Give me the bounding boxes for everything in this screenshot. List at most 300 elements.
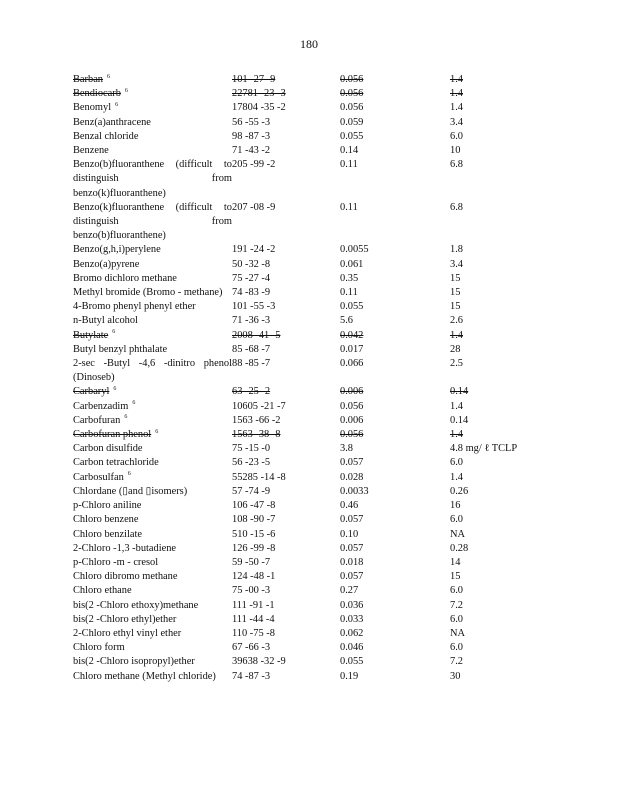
- constituent-name: Carbosulfan: [73, 471, 124, 483]
- wastewater-standard: 0.10: [340, 528, 359, 540]
- wastewater-standard-cell: [340, 357, 450, 371]
- wastewater-standard-cell: [340, 570, 450, 584]
- nonwastewater-standard-cell: [450, 87, 573, 101]
- table-row: [73, 584, 573, 598]
- wastewater-standard-cell: [340, 599, 450, 613]
- cas-number-cell: [232, 286, 340, 300]
- constituent-name-cell: [73, 556, 232, 570]
- cas-number: 111 -91 -1: [232, 599, 275, 611]
- nonwastewater-standard: 7.2: [450, 599, 463, 611]
- nonwastewater-standard: 7.2: [450, 656, 463, 668]
- cas-number-cell: [232, 158, 340, 172]
- wastewater-standard: 0.0033: [340, 485, 369, 497]
- constituent-name: Chloro ethane: [73, 585, 132, 597]
- nonwastewater-standard: 10: [450, 145, 461, 157]
- nonwastewater-standard-cell: [450, 471, 573, 485]
- cas-number: 63 -25 -2: [232, 386, 271, 398]
- wastewater-standard-cell: [340, 641, 450, 655]
- footnote-marker: 6: [113, 386, 117, 392]
- cas-number-cell: [232, 258, 340, 272]
- wastewater-standard-cell: [340, 414, 450, 428]
- cas-number-cell: [232, 243, 340, 257]
- constituent-name-cell: [73, 485, 232, 499]
- wastewater-standard: 0.19: [340, 670, 359, 682]
- constituent-name: Benomyl: [73, 102, 112, 114]
- table-row: [73, 456, 573, 470]
- cas-number-cell: [232, 87, 340, 101]
- wastewater-standard-cell: [340, 201, 450, 215]
- cas-number-cell: [232, 599, 340, 613]
- cas-number: 98 -87 -3: [232, 130, 271, 142]
- cas-number-cell: [232, 385, 340, 399]
- constituent-name: Benzo(b)fluoranthene (difficult to distinguish from benzo(k)fluoranthene): [73, 159, 232, 199]
- cas-number: 10605 -21 -7: [232, 400, 286, 412]
- nonwastewater-standard-cell: [450, 655, 573, 669]
- cas-number-cell: [232, 471, 340, 485]
- constituent-table: [73, 73, 573, 684]
- cas-number: 111 -44 -4: [232, 613, 275, 625]
- cas-number: 126 -99 -8: [232, 542, 276, 554]
- nonwastewater-standard: 28: [450, 343, 461, 355]
- table-row: [73, 513, 573, 527]
- nonwastewater-standard-cell: [450, 329, 573, 343]
- cas-number: 510 -15 -6: [232, 528, 276, 540]
- nonwastewater-standard-cell: [450, 272, 573, 286]
- constituent-name: Benzo(a)pyrene: [73, 258, 140, 270]
- footnote-marker: 6: [132, 400, 136, 407]
- wastewater-standard: 0.055: [340, 656, 364, 668]
- constituent-name-cell: [73, 613, 232, 627]
- wastewater-standard: 0.046: [340, 642, 364, 654]
- constituent-name-cell: [73, 73, 232, 87]
- nonwastewater-standard-cell: [450, 201, 573, 215]
- nonwastewater-standard: 3.4: [450, 116, 463, 128]
- constituent-name-cell: [73, 627, 232, 641]
- nonwastewater-standard: 30: [450, 670, 461, 682]
- table-row: [73, 73, 573, 87]
- cas-number-cell: [232, 314, 340, 328]
- nonwastewater-standard-cell: [450, 243, 573, 257]
- table-row: [73, 130, 573, 144]
- nonwastewater-standard-cell: [450, 130, 573, 144]
- wastewater-standard: 0.35: [340, 272, 359, 284]
- constituent-name-cell: [73, 499, 232, 513]
- constituent-name: Barban: [73, 74, 104, 85]
- nonwastewater-standard-cell: [450, 158, 573, 172]
- wastewater-standard: 0.056: [340, 74, 364, 85]
- constituent-name: 4-Bromo phenyl phenyl ether: [73, 301, 196, 313]
- nonwastewater-standard-cell: [450, 144, 573, 158]
- constituent-name-cell: [73, 442, 232, 456]
- wastewater-standard: 0.46: [340, 500, 359, 512]
- nonwastewater-standard: 0.14: [450, 386, 469, 398]
- nonwastewater-standard: 1.4: [450, 74, 463, 85]
- table-row: [73, 243, 573, 257]
- cas-number: 17804 -35 -2: [232, 102, 286, 114]
- wastewater-standard: 0.056: [340, 429, 364, 441]
- constituent-name: Carbon tetrachloride: [73, 457, 159, 469]
- wastewater-standard: 0.056: [340, 102, 364, 114]
- constituent-name-cell: [73, 471, 232, 485]
- wastewater-standard-cell: [340, 670, 450, 684]
- cas-number-cell: [232, 528, 340, 542]
- constituent-name: Benzo(g,h,i)perylene: [73, 244, 161, 256]
- cas-number: 50 -32 -8: [232, 258, 271, 270]
- cas-number-cell: [232, 414, 340, 428]
- nonwastewater-standard: 16: [450, 500, 461, 512]
- constituent-name: Chloro benzene: [73, 514, 139, 526]
- cas-number-cell: [232, 130, 340, 144]
- cas-number: 108 -90 -7: [232, 514, 276, 526]
- constituent-name: p-Chloro aniline: [73, 500, 142, 512]
- wastewater-standard: 0.055: [340, 301, 364, 313]
- nonwastewater-standard: 15: [450, 571, 461, 583]
- table-row: [73, 655, 573, 669]
- wastewater-standard-cell: [340, 613, 450, 627]
- wastewater-standard-cell: [340, 456, 450, 470]
- nonwastewater-standard-cell: [450, 258, 573, 272]
- wastewater-standard-cell: [340, 513, 450, 527]
- table-row: [73, 627, 573, 641]
- wastewater-standard: 0.055: [340, 130, 364, 142]
- nonwastewater-standard: 1.4: [450, 102, 463, 114]
- nonwastewater-standard: 6.0: [450, 457, 463, 469]
- constituent-name: Carbaryl: [73, 386, 110, 398]
- constituent-name-cell: [73, 243, 232, 257]
- wastewater-standard-cell: [340, 144, 450, 158]
- constituent-name: bis(2 -Chloro ethyl)ether: [73, 613, 177, 625]
- table-row: [73, 286, 573, 300]
- wastewater-standard: 0.056: [340, 400, 364, 412]
- wastewater-standard: 0.033: [340, 613, 364, 625]
- nonwastewater-standard: 3.4: [450, 258, 463, 270]
- constituent-name-cell: [73, 201, 232, 244]
- nonwastewater-standard-cell: [450, 442, 573, 456]
- wastewater-standard-cell: [340, 243, 450, 257]
- cas-number-cell: [232, 542, 340, 556]
- cas-number: 59 -50 -7: [232, 556, 271, 568]
- nonwastewater-standard-cell: [450, 542, 573, 556]
- cas-number-cell: [232, 670, 340, 684]
- wastewater-standard-cell: [340, 101, 450, 115]
- constituent-name-cell: [73, 329, 232, 343]
- cas-number-cell: [232, 613, 340, 627]
- constituent-name: 2-Chloro -1,3 -butadiene: [73, 542, 177, 554]
- nonwastewater-standard: 2.6: [450, 315, 463, 327]
- nonwastewater-standard: 1.4: [450, 429, 463, 441]
- constituent-name: 2-Chloro ethyl vinyl ether: [73, 627, 182, 639]
- table-row: [73, 556, 573, 570]
- cas-number-cell: [232, 428, 340, 442]
- nonwastewater-standard: 2.5: [450, 358, 463, 370]
- constituent-name: n-Butyl alcohol: [73, 315, 138, 327]
- footnote-marker: 6: [112, 329, 116, 336]
- constituent-name-cell: [73, 116, 232, 130]
- wastewater-standard-cell: [340, 528, 450, 542]
- constituent-name-cell: [73, 144, 232, 158]
- cas-number: 67 -66 -3: [232, 642, 271, 654]
- cas-number-cell: [232, 300, 340, 314]
- table-row: [73, 300, 573, 314]
- wastewater-standard: 0.27: [340, 585, 359, 597]
- cas-number: 56 -55 -3: [232, 116, 271, 128]
- wastewater-standard-cell: [340, 314, 450, 328]
- cas-number-cell: [232, 116, 340, 130]
- wastewater-standard-cell: [340, 329, 450, 343]
- cas-number: 88 -85 -7: [232, 358, 271, 370]
- table-row: [73, 329, 573, 343]
- nonwastewater-standard-cell: [450, 485, 573, 499]
- cas-number: 71 -43 -2: [232, 145, 271, 157]
- nonwastewater-standard-cell: [450, 428, 573, 442]
- nonwastewater-standard: 6.8: [450, 159, 463, 171]
- nonwastewater-standard-cell: [450, 641, 573, 655]
- constituent-name-cell: [73, 300, 232, 314]
- table-row: [73, 116, 573, 130]
- constituent-name: bis(2 -Chloro isopropyl)ether: [73, 656, 195, 668]
- cas-number: 191 -24 -2: [232, 244, 276, 256]
- wastewater-standard-cell: [340, 343, 450, 357]
- cas-number: 74 -87 -3: [232, 670, 271, 682]
- wastewater-standard-cell: [340, 158, 450, 172]
- nonwastewater-standard-cell: [450, 670, 573, 684]
- constituent-name: Chloro form: [73, 642, 125, 654]
- cas-number-cell: [232, 101, 340, 115]
- cas-number: 74 -83 -9: [232, 287, 271, 299]
- constituent-name: Bromo dichloro methane: [73, 272, 177, 284]
- cas-number-cell: [232, 627, 340, 641]
- cas-number: 85 -68 -7: [232, 343, 271, 355]
- wastewater-standard: 0.057: [340, 571, 364, 583]
- footnote-marker: 6: [124, 87, 128, 94]
- wastewater-standard: 3.8: [340, 443, 353, 455]
- constituent-name-cell: [73, 513, 232, 527]
- nonwastewater-standard: 15: [450, 301, 461, 313]
- constituent-name-cell: [73, 641, 232, 655]
- nonwastewater-standard-cell: [450, 513, 573, 527]
- wastewater-standard-cell: [340, 655, 450, 669]
- cas-number-cell: [232, 641, 340, 655]
- cas-number-cell: [232, 272, 340, 286]
- cas-number-cell: [232, 513, 340, 527]
- nonwastewater-standard-cell: [450, 584, 573, 598]
- constituent-name: Benz(a)anthracene: [73, 116, 151, 128]
- footnote-marker: 6: [115, 101, 119, 108]
- wastewater-standard-cell: [340, 542, 450, 556]
- cas-number-cell: [232, 499, 340, 513]
- cas-number-cell: [232, 655, 340, 669]
- nonwastewater-standard-cell: [450, 414, 573, 428]
- nonwastewater-standard: 1.8: [450, 244, 463, 256]
- nonwastewater-standard: 14: [450, 556, 461, 568]
- table-row: [73, 442, 573, 456]
- nonwastewater-standard-cell: [450, 400, 573, 414]
- wastewater-standard: 0.062: [340, 627, 364, 639]
- wastewater-standard: 0.11: [340, 287, 358, 299]
- nonwastewater-standard-cell: [450, 456, 573, 470]
- constituent-name: Butyl benzyl phthalate: [73, 343, 168, 355]
- wastewater-standard-cell: [340, 116, 450, 130]
- wastewater-standard-cell: [340, 130, 450, 144]
- constituent-name: Chloro benzilate: [73, 528, 142, 540]
- cas-number: 1563 -38 -8: [232, 429, 281, 441]
- nonwastewater-standard: 0.26: [450, 485, 469, 497]
- table-row: [73, 385, 573, 399]
- wastewater-standard-cell: [340, 400, 450, 414]
- cas-number: 75 -00 -3: [232, 585, 271, 597]
- constituent-name-cell: [73, 87, 232, 101]
- wastewater-standard-cell: [340, 87, 450, 101]
- constituent-name: Carbofuran phenol: [73, 429, 152, 441]
- nonwastewater-standard: 15: [450, 272, 461, 284]
- wastewater-standard: 0.042: [340, 329, 364, 341]
- constituent-name: Benzo(k)fluoranthene (difficult to distinguish from benzo(b)fluoranthene): [73, 201, 232, 242]
- cas-number: 101 -55 -3: [232, 301, 276, 313]
- nonwastewater-standard: 1.4: [450, 471, 463, 483]
- nonwastewater-standard-cell: [450, 300, 573, 314]
- nonwastewater-standard-cell: [450, 385, 573, 399]
- nonwastewater-standard-cell: [450, 314, 573, 328]
- constituent-name: Benzal chloride: [73, 130, 139, 142]
- cas-number-cell: [232, 329, 340, 343]
- wastewater-standard: 0.057: [340, 542, 364, 554]
- constituent-name-cell: [73, 400, 232, 414]
- cas-number: 205 -99 -2: [232, 159, 276, 171]
- nonwastewater-standard-cell: [450, 357, 573, 371]
- constituent-name-cell: [73, 385, 232, 399]
- constituent-name: p-Chloro -m - cresol: [73, 556, 159, 568]
- constituent-name: bis(2 -Chloro ethoxy)methane: [73, 599, 199, 611]
- nonwastewater-standard-cell: [450, 101, 573, 115]
- constituent-name-cell: [73, 599, 232, 613]
- cas-number-cell: [232, 343, 340, 357]
- footnote-marker: 6: [107, 73, 111, 80]
- table-row: [73, 428, 573, 442]
- constituent-name-cell: [73, 456, 232, 470]
- nonwastewater-standard: 6.0: [450, 514, 463, 526]
- cas-number-cell: [232, 556, 340, 570]
- wastewater-standard: 0.036: [340, 599, 364, 611]
- cas-number: 75 -27 -4: [232, 272, 271, 284]
- wastewater-standard: 0.057: [340, 514, 364, 526]
- table-row: [73, 570, 573, 584]
- table-row: [73, 542, 573, 556]
- constituent-name: Chlordane (▯and ▯isomers): [73, 485, 188, 497]
- footnote-marker: 6: [124, 414, 128, 421]
- constituent-name: Bendiocarb: [73, 88, 121, 100]
- wastewater-standard: 0.14: [340, 145, 359, 157]
- wastewater-standard: 0.059: [340, 116, 364, 128]
- constituent-name-cell: [73, 414, 232, 428]
- wastewater-standard-cell: [340, 471, 450, 485]
- table-row: [73, 528, 573, 542]
- constituent-name-cell: [73, 570, 232, 584]
- cas-number-cell: [232, 357, 340, 371]
- cas-number-cell: [232, 485, 340, 499]
- constituent-name-cell: [73, 272, 232, 286]
- table-row: [73, 599, 573, 613]
- nonwastewater-standard: 1.4: [450, 400, 463, 412]
- nonwastewater-standard: 0.14: [450, 414, 469, 426]
- nonwastewater-standard: 1.4: [450, 88, 463, 100]
- cas-number: 22781 -23 -3: [232, 88, 286, 100]
- cas-number: 101 -27 -9: [232, 74, 276, 85]
- wastewater-standard-cell: [340, 258, 450, 272]
- wastewater-standard-cell: [340, 286, 450, 300]
- wastewater-standard: 0.11: [340, 159, 358, 171]
- nonwastewater-standard-cell: [450, 73, 573, 87]
- wastewater-standard-cell: [340, 556, 450, 570]
- footnote-marker: 6: [127, 471, 131, 478]
- cas-number: 110 -75 -8: [232, 627, 275, 639]
- wastewater-standard: 0.006: [340, 414, 364, 426]
- constituent-name-cell: [73, 258, 232, 272]
- table-row: [73, 499, 573, 513]
- nonwastewater-standard: 6.0: [450, 585, 463, 597]
- table-row: [73, 343, 573, 357]
- cas-number: 124 -48 -1: [232, 571, 276, 583]
- cas-number: 2008 -41 -5: [232, 329, 281, 341]
- nonwastewater-standard-cell: [450, 286, 573, 300]
- nonwastewater-standard-cell: [450, 556, 573, 570]
- table-row: [73, 485, 573, 499]
- constituent-name: Methyl bromide (Bromo - methane): [73, 287, 223, 299]
- nonwastewater-standard: 15: [450, 287, 461, 299]
- cas-number: 1563 -66 -2: [232, 414, 281, 426]
- cas-number: 207 -08 -9: [232, 201, 276, 213]
- wastewater-standard-cell: [340, 584, 450, 598]
- cas-number-cell: [232, 584, 340, 598]
- cas-number: 106 -47 -8: [232, 500, 276, 512]
- constituent-name-cell: [73, 542, 232, 556]
- constituent-name-cell: [73, 314, 232, 328]
- nonwastewater-standard-cell: [450, 613, 573, 627]
- cas-number: 39638 -32 -9: [232, 656, 286, 668]
- nonwastewater-standard: NA: [450, 528, 466, 540]
- nonwastewater-standard: 0.28: [450, 542, 469, 554]
- cas-number: 57 -74 -9: [232, 485, 271, 497]
- constituent-name: Chloro methane (Methyl chloride): [73, 670, 216, 682]
- table-row: [73, 357, 573, 385]
- table-row: [73, 272, 573, 286]
- table-row: [73, 201, 573, 244]
- wastewater-standard: 5.6: [340, 315, 353, 327]
- wastewater-standard: 0.057: [340, 457, 364, 469]
- table-row: [73, 144, 573, 158]
- constituent-name-cell: [73, 428, 232, 442]
- nonwastewater-standard-cell: [450, 528, 573, 542]
- table-row: [73, 87, 573, 101]
- cas-number: 56 -23 -5: [232, 457, 271, 469]
- wastewater-standard: 0.061: [340, 258, 364, 270]
- cas-number-cell: [232, 442, 340, 456]
- table-row: [73, 258, 573, 272]
- table-row: [73, 641, 573, 655]
- wastewater-standard: 0.028: [340, 471, 364, 483]
- cas-number-cell: [232, 570, 340, 584]
- nonwastewater-standard: NA: [450, 627, 466, 639]
- constituent-name: Carbon disulfide: [73, 443, 143, 455]
- constituent-name-cell: [73, 158, 232, 201]
- nonwastewater-standard: 4.8 mg/ ℓ TCLP: [450, 443, 518, 455]
- table-row: [73, 158, 573, 201]
- nonwastewater-standard-cell: [450, 599, 573, 613]
- cas-number-cell: [232, 144, 340, 158]
- nonwastewater-standard-cell: [450, 343, 573, 357]
- nonwastewater-standard-cell: [450, 116, 573, 130]
- constituent-name-cell: [73, 670, 232, 684]
- wastewater-standard: 0.11: [340, 201, 358, 213]
